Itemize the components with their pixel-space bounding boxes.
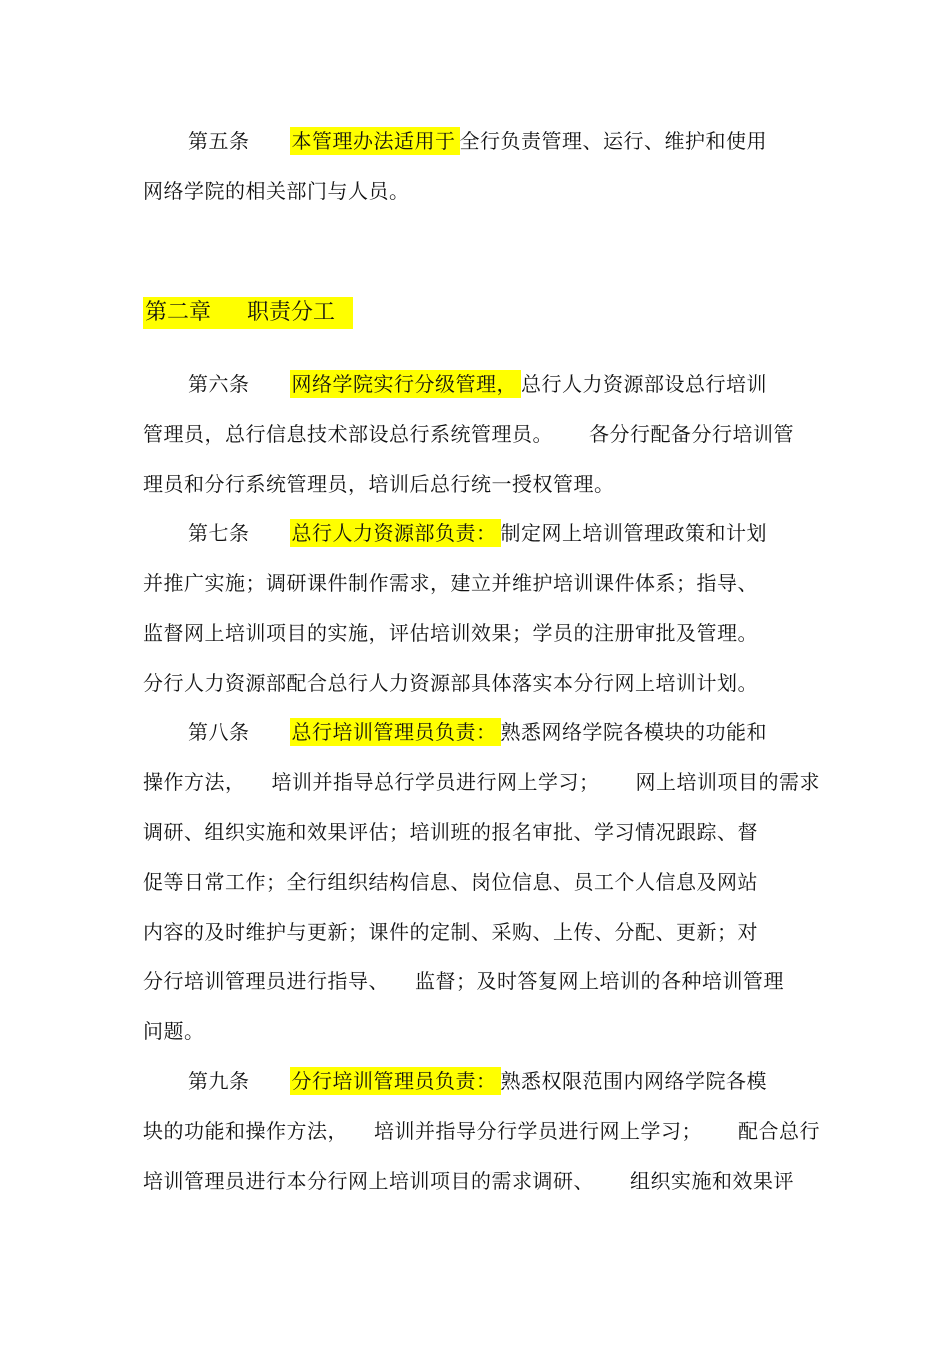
article-8-line-3: 调研、组织实施和效果评估；培训班的报名审批、学习情况跟踪、督	[143, 820, 758, 844]
article-7-text: 制定网上培训管理政策和计划	[500, 521, 767, 545]
article-6-line-1	[188, 371, 767, 397]
article-9-line-2	[143, 1118, 820, 1144]
article-9-highlight: 分行培训管理员负责：	[290, 1067, 501, 1095]
article-8-line-7: 问题。	[143, 1019, 205, 1043]
article-8-line-2-c: 网上培训项目的需求	[635, 770, 820, 794]
article-5-highlight: 本管理办法适用于	[290, 127, 460, 155]
article-6-line-2-b: 各分行配备分行培训管	[589, 422, 794, 446]
article-7-line-2: 并推广实施；调研课件制作需求，建立并维护培训课件体系；指导、	[143, 571, 758, 595]
article-5-line-1	[188, 128, 767, 154]
article-8-line-6-b: 监督；及时答复网上培训的各种培训管理	[415, 969, 784, 993]
article-8-label: 第八条	[188, 720, 250, 744]
article-8-line-2	[143, 769, 820, 795]
chapter-heading	[143, 297, 353, 329]
article-6-highlight: 网络学院实行分级管理，	[290, 370, 522, 398]
article-8-line-4: 促等日常工作；全行组织结构信息、岗位信息、员工个人信息及网站	[143, 870, 758, 894]
article-6-label: 第六条	[188, 372, 250, 396]
article-8-text: 熟悉网络学院各模块的功能和	[500, 720, 767, 744]
article-9-line-3	[143, 1168, 794, 1194]
article-9-line-2-c: 配合总行	[738, 1119, 820, 1143]
article-7-line-1	[188, 520, 767, 546]
article-9-line-1	[188, 1068, 767, 1094]
article-8-line-5: 内容的及时维护与更新；课件的定制、采购、上传、分配、更新；对	[143, 920, 758, 944]
article-7-highlight: 总行人力资源部负责：	[290, 519, 501, 547]
article-9-line-2-a: 块的功能和操作方法，	[143, 1119, 348, 1143]
article-5-label: 第五条	[188, 129, 250, 153]
article-5-line-2: 网络学院的相关部门与人员。	[143, 179, 410, 203]
article-9-label: 第九条	[188, 1069, 250, 1093]
article-7-line-4: 分行人力资源部配合总行人力资源部具体落实本分行网上培训计划。	[143, 671, 758, 695]
article-8-line-6-a: 分行培训管理员进行指导、	[143, 969, 389, 993]
article-9-line-3-b: 组织实施和效果评	[630, 1169, 794, 1193]
article-7-label: 第七条	[188, 521, 250, 545]
article-8-highlight: 总行培训管理员负责：	[290, 718, 501, 746]
article-9-text: 熟悉权限范围内网络学院各模	[500, 1069, 767, 1093]
article-6-text: 总行人力资源部设总行培训	[521, 372, 767, 396]
article-6-line-2	[143, 421, 794, 447]
chapter-title: 职责分工	[247, 300, 336, 325]
article-9-line-3-a: 培训管理员进行本分行网上培训项目的需求调研、	[143, 1169, 594, 1193]
article-8-line-1	[188, 719, 767, 745]
article-7-line-3: 监督网上培训项目的实施，评估培训效果；学员的注册审批及管理。	[143, 621, 758, 645]
article-9-line-2-b: 培训并指导分行学员进行网上学习；	[374, 1119, 702, 1143]
article-6-line-2-a: 管理员，总行信息技术部设总行系统管理员。	[143, 422, 553, 446]
article-8-line-2-a: 操作方法，	[143, 770, 246, 794]
chapter-number: 第二章	[145, 300, 212, 325]
article-8-line-2-b: 培训并指导总行学员进行网上学习；	[271, 770, 600, 794]
article-5-text: 全行负责管理、运行、维护和使用	[459, 129, 767, 153]
article-8-line-6	[143, 968, 784, 994]
article-6-line-3: 理员和分行系统管理员，培训后总行统一授权管理。	[143, 472, 615, 496]
